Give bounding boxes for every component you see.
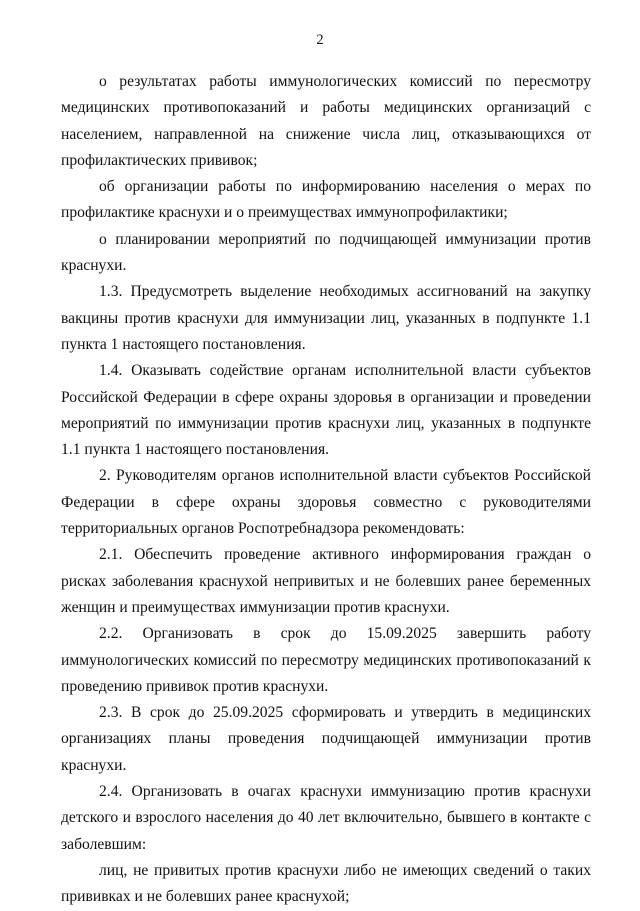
paragraph-1-3: 1.3. Предусмотреть выделение необходимых ассигнований на закупку вакцины против краснухи для иммунизации лиц, указанных в подпункте 1.1 пункта 1 настоящего постановления. [61, 283, 591, 353]
paragraph-catch-up-planning: о планировании мероприятий по подчищающей иммунизации против краснухи. [61, 230, 591, 275]
paragraph-public-information: об организации работы по информированию населения о мерах по профилактике краснухи и о преимуществах иммунопрофилактики; [61, 178, 591, 222]
paragraph-2-3: 2.3. В срок до 25.09.2025 сформировать и утвердить в медицинских организациях планы проведения подчищающей иммунизации против краснухи. [61, 704, 591, 774]
paragraph-2-2: 2.2. Организовать в срок до 15.09.2025 завершить работу иммунологических комиссий по пересмотру медицинских противопоказаний к проведению прививок против краснухи. [61, 625, 591, 695]
paragraph-unvaccinated-persons: лиц, не привитых против краснухи либо не имеющих сведений о таких прививках и не болевших ранее краснухой; [61, 861, 591, 906]
paragraph-2-4: 2.4. Организовать в очагах краснухи иммунизацию против краснухи детского и взрослого населения до 40 лет включительно, бывшего в контакте с заболевшим: [61, 783, 591, 853]
paragraph-2: 2. Руководителям органов исполнительной власти субъектов Российской Федерации в сфере охраны здоровья совместно с руководителями территориальных органов Роспотребнадзора рекомендовать: [61, 467, 591, 538]
paragraph-2-1: 2.1. Обеспечить проведение активного информирования граждан о рисках заболевания краснухой непривитых и не болевших ранее беременных женщин и преимуществах иммунизации против краснухи. [61, 546, 591, 616]
paragraph-immunology-commissions: о результатах работы иммунологических комиссий по пересмотру медицинских противопоказаний и работы медицинских организаций с населением, направленной на снижение числа лиц, отказывающихся от профилактических прививок; [61, 73, 591, 169]
document-body [61, 69, 591, 911]
page-number: 2 [316, 32, 324, 48]
paragraph-1-4: 1.4. Оказывать содействие органам исполнительной власти субъектов Российской Федерации в сфере охраны здоровья в организации и проведении мероприятий по иммунизации против краснухи лиц, указанных в подпункте 1.1 пункта 1 настоящего постановления. [61, 362, 591, 459]
